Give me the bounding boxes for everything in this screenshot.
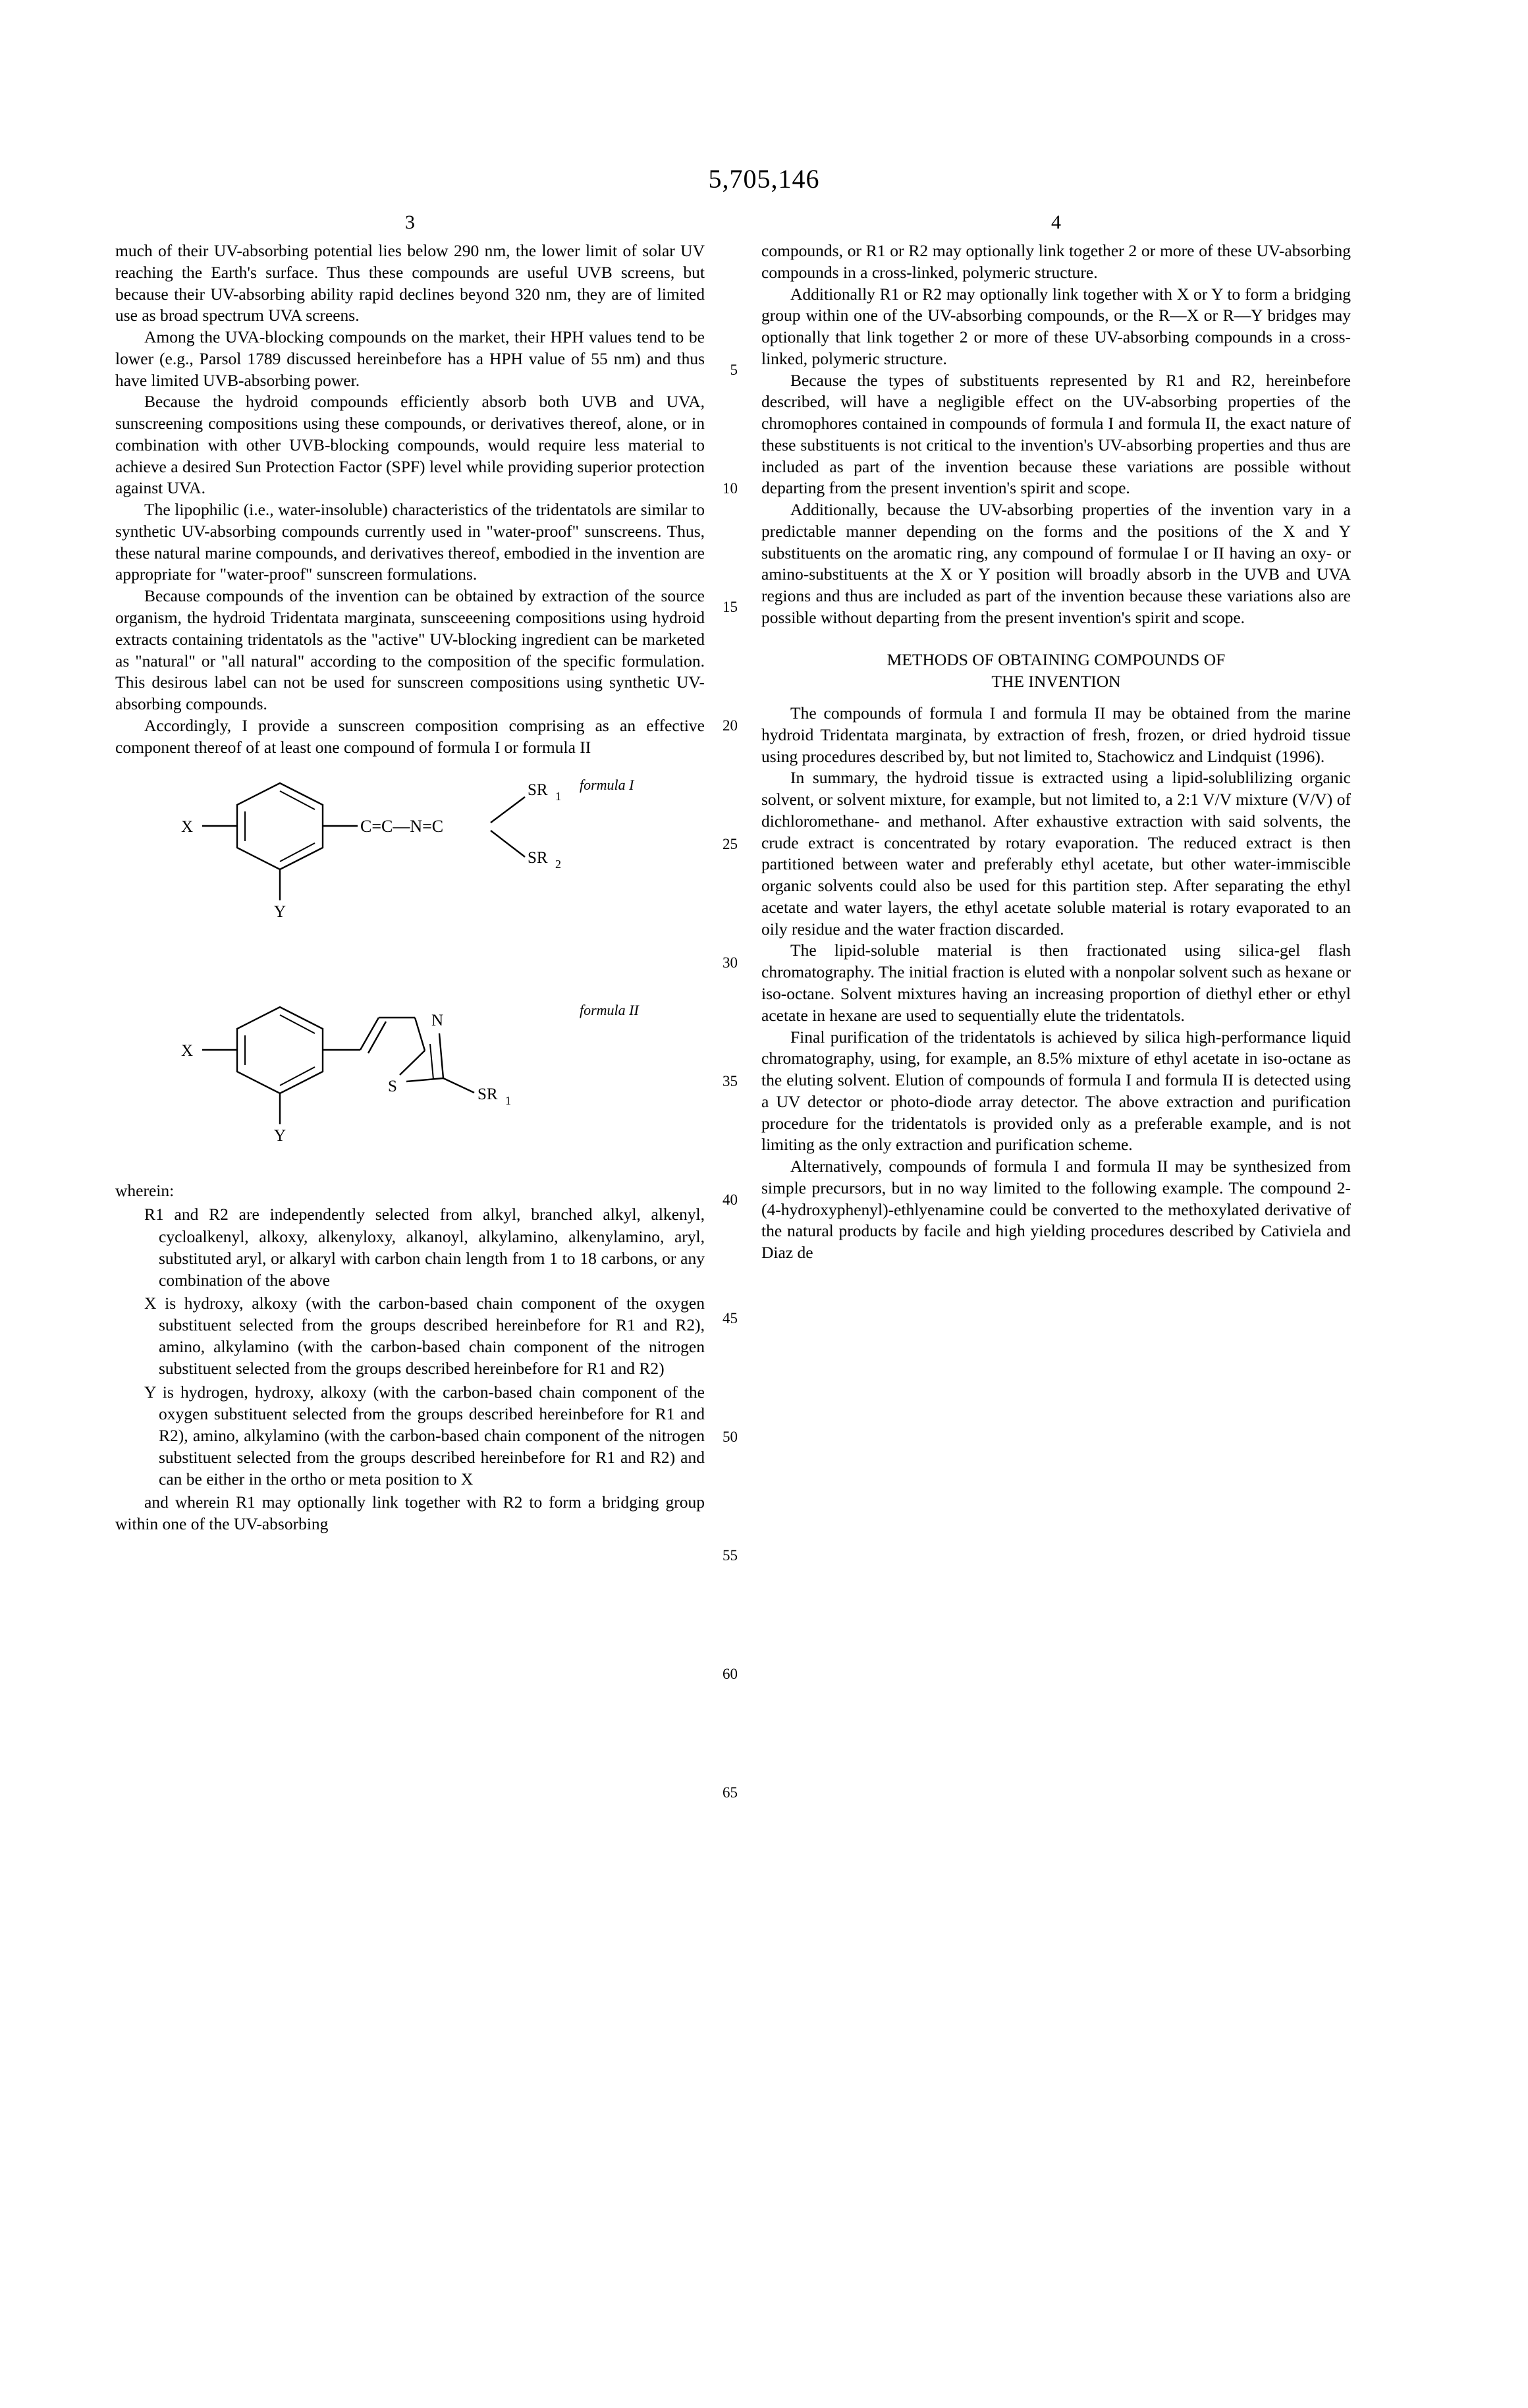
line-number: 45 [723, 1310, 738, 1327]
line-number: 10 [723, 480, 738, 497]
svg-text:SR: SR [478, 1085, 498, 1104]
two-column-body [0, 211, 1528, 1801]
column-number-left: 3 [405, 211, 415, 233]
svg-text:X: X [181, 1042, 194, 1060]
svg-text:Y: Y [274, 1127, 286, 1145]
formula-i-structure [115, 775, 705, 921]
line-number: 60 [723, 1666, 738, 1682]
paragraph: Because the types of substituents represented by R1 and R2, hereinbefore described, will have a negligible effect on the UV-absorbing properties of the chromophores contained in compounds of formula I and formula II, the exact nature of these substituents is not critical to the invention's UV-absorbing properties and thus are included as part of the invention because these variations are possible without departing from the present invention's spirit and scope. [761, 370, 1351, 498]
paragraph: Because the hydroid compounds efficiently absorb both UVB and UVA, sunscreening compositions using these compounds, or derivatives thereof, alone, or in combination with other UVB-blocking compounds, would require less material to achieve a desired Sun Protection Factor (SPF) level while providing superior protection against UVA. [115, 392, 705, 498]
paragraph: Additionally, because the UV-absorbing properties of the invention vary in a predictable manner depending on the forms and the positions of the X and Y substituents on the aromatic ring, any compound of formulae I or II having an oxy- or amino-substituents at the X or Y position will broadly absorb in the UVB and UVA regions and thus are included as part of the invention because these variations also are possible without departing from the present invention's spirit and scope. [761, 500, 1351, 628]
line-number: 30 [723, 954, 738, 971]
paragraph: compounds, or R1 or R2 may optionally link together 2 or more of these UV-absorbing compounds in a cross-linked, polymeric structure. [761, 241, 1351, 282]
definition-item: and wherein R1 may optionally link together with R2 to form a bridging group within one of the UV-absorbing [115, 1492, 705, 1534]
patent-page [0, 163, 1528, 2408]
definition-item: R1 and R2 are independently selected from alkyl, branched alkyl, alkenyl, cycloalkenyl, alkoxy, alkenyloxy, alkanoyl, alkylamino, alkenylamino, aryl, substituted aryl, or alkaryl with carbon chain length from 1 to 18 carbons, or any combination of the above [144, 1205, 705, 1290]
right-column [761, 211, 1351, 1536]
paragraph: In summary, the hydroid tissue is extracted using a lipid-solublilizing organic solvent, or solvent mixture, for example, but not limited to, a 2:1 V/V mixture (V/V) of dichloromethane- and methanol. After exhaustive extraction with said solvents, the crude extract is concentrated by rotary evaporation. The reduced extract is then partitioned between water and preferably ethyl acetate, but other water-immiscible organic solvents could also be used for this partition step. After separating the ethyl acetate and water layers, the ethyl acetate soluble material is rotary evaporated to an oily residue and the water fraction discarded. [761, 768, 1351, 939]
svg-text:SR: SR [528, 781, 548, 800]
page-title: 5,705,146 [708, 164, 820, 194]
line-number: 5 [730, 362, 738, 378]
svg-text:S: S [388, 1078, 397, 1096]
line-number: 40 [723, 1191, 738, 1208]
formula-label-ii: formula II [580, 1002, 639, 1019]
svg-text:1: 1 [505, 1094, 511, 1108]
column-number-right: 4 [1051, 211, 1061, 233]
line-number: 65 [723, 1784, 738, 1801]
line-number: 25 [723, 836, 738, 852]
svg-text:SR: SR [528, 849, 548, 867]
definition-item: X is hydroxy, alkoxy (with the carbon-based chain component of the oxygen substituent selected from the groups described hereinbefore for R1 and R2), amino, alkylamino (with the carbon-based chain component of the nitrogen substituent selected from the groups described hereinbefore for R1 and R2) [144, 1293, 705, 1379]
svg-text:1: 1 [555, 790, 561, 804]
paragraph: Alternatively, compounds of formula I and formula II may be synthesized from simple precursors, but in no way limited to the following example. The compound 2-(4-hydroxyphenyl)-ethlyenamine could be converted to the methoxylated derivative of the natural products by facile and high yielding procedures described by Cativiela and Diaz de [761, 1157, 1351, 1263]
definitions-list [115, 1203, 705, 1535]
paragraph: Accordingly, I provide a sunscreen composition comprising as an effective component thereof of at least one compound of formula I or formula II [115, 715, 705, 757]
paragraph: Because compounds of the invention can be obtained by extraction of the source organism, the hydroid Tridentata marginata, sunsceeening compositions using hydroid extracts containing tridentatols as the "active" UV-blocking ingredient can be marketed as "natural" or "all natural" according to the composition of the specific formulation. This desirous label can not be used for sunscreen compositions using synthetic UV-absorbing compounds. [115, 586, 705, 714]
formula-ii-figure [115, 993, 705, 1170]
paragraph: Among the UVA-blocking compounds on the market, their HPH values tend to be lower (e.g., Parsol 1789 discussed hereinbefore has a HPH value of 55 nm) and thus have limited UVB-absorbing power. [115, 327, 705, 390]
section-heading [761, 649, 1351, 692]
left-column [115, 211, 738, 1801]
svg-text:X: X [181, 818, 194, 836]
line-number: 15 [723, 599, 738, 615]
line-number: 50 [723, 1429, 738, 1445]
section-heading-line-1: METHODS OF OBTAINING COMPOUNDS OF [887, 649, 1226, 669]
paragraph: Final purification of the tridentatols is achieved by silica high-performance liquid chromatography, using, for example, an 8.5% mixture of ethyl acetate in iso-octane as the eluting solvent. Elution of compounds of formula I and formula II is detected using a UV detector or photo-diode array detector. The above extraction and purification procedure for the tridentatols is provided only as a preferable example, and is not limiting as the only extraction and purification scheme. [761, 1027, 1351, 1155]
svg-text:C=C—N=C: C=C—N=C [360, 817, 444, 836]
paragraph: The lipophilic (i.e., water-insoluble) characteristics of the tridentatols are similar to synthetic UV-absorbing compounds currently used in "water-proof" sunscreens. Thus, these natural marine compounds, and derivatives thereof, embodied in the invention are appropriate for "water-proof" sunscreen formulations. [115, 500, 705, 584]
line-number: 20 [723, 717, 738, 734]
svg-text:2: 2 [555, 858, 561, 871]
wherein-label: wherein: [115, 1181, 175, 1201]
paragraph: The lipid-soluble material is then fractionated using silica-gel flash chromatography. The initial fraction is eluted with a nonpolar solvent such as hexane or iso-octane. Solvent mixtures having an increasing proportion of diethyl ether or ethyl acetate in hexane are used to sequentially elute the tridentatols. [761, 941, 1351, 1025]
section-heading-line-2: THE INVENTION [991, 671, 1121, 691]
paragraph: Additionally R1 or R2 may optionally link together with X or Y to form a bridging group within one of the UV-absorbing compounds, or the R—X or R—Y bridges may optionally that link together 2 or more of these UV-absorbing compounds in a cross-linked, polymeric structure. [761, 284, 1351, 368]
line-number: 35 [723, 1073, 738, 1089]
formula-i-figure [115, 775, 705, 1026]
line-number: 55 [723, 1547, 738, 1564]
svg-text:N: N [431, 1012, 444, 1030]
paragraph: much of their UV-absorbing potential lies below 290 nm, the lower limit of solar UV reaching the Earth's surface. Thus these compounds are useful UVB screens, but because their UV-absorbing ability rapid declines beyond 320 nm, they are of limited use as broad spectrum UVA screens. [115, 241, 705, 325]
svg-text:Y: Y [274, 903, 286, 921]
definition-item: Y is hydrogen, hydroxy, alkoxy (with the carbon-based chain component of the oxygen substituent selected from the groups described hereinbefore for R1 and R2), amino, alkylamino (with the carbon-based chain component of the nitrogen substituent selected from the groups described hereinbefore for R1 and R2) and can be either in the ortho or meta position to X [144, 1382, 705, 1489]
paragraph: The compounds of formula I and formula II may be obtained from the marine hydroid Tridentata marginata, by extraction of fresh, frozen, or dried hydroid tissue using procedures described by, but not limited to, Stachowicz and Lindquist (1996). [761, 703, 1351, 766]
formula-label-i: formula I [580, 777, 634, 794]
